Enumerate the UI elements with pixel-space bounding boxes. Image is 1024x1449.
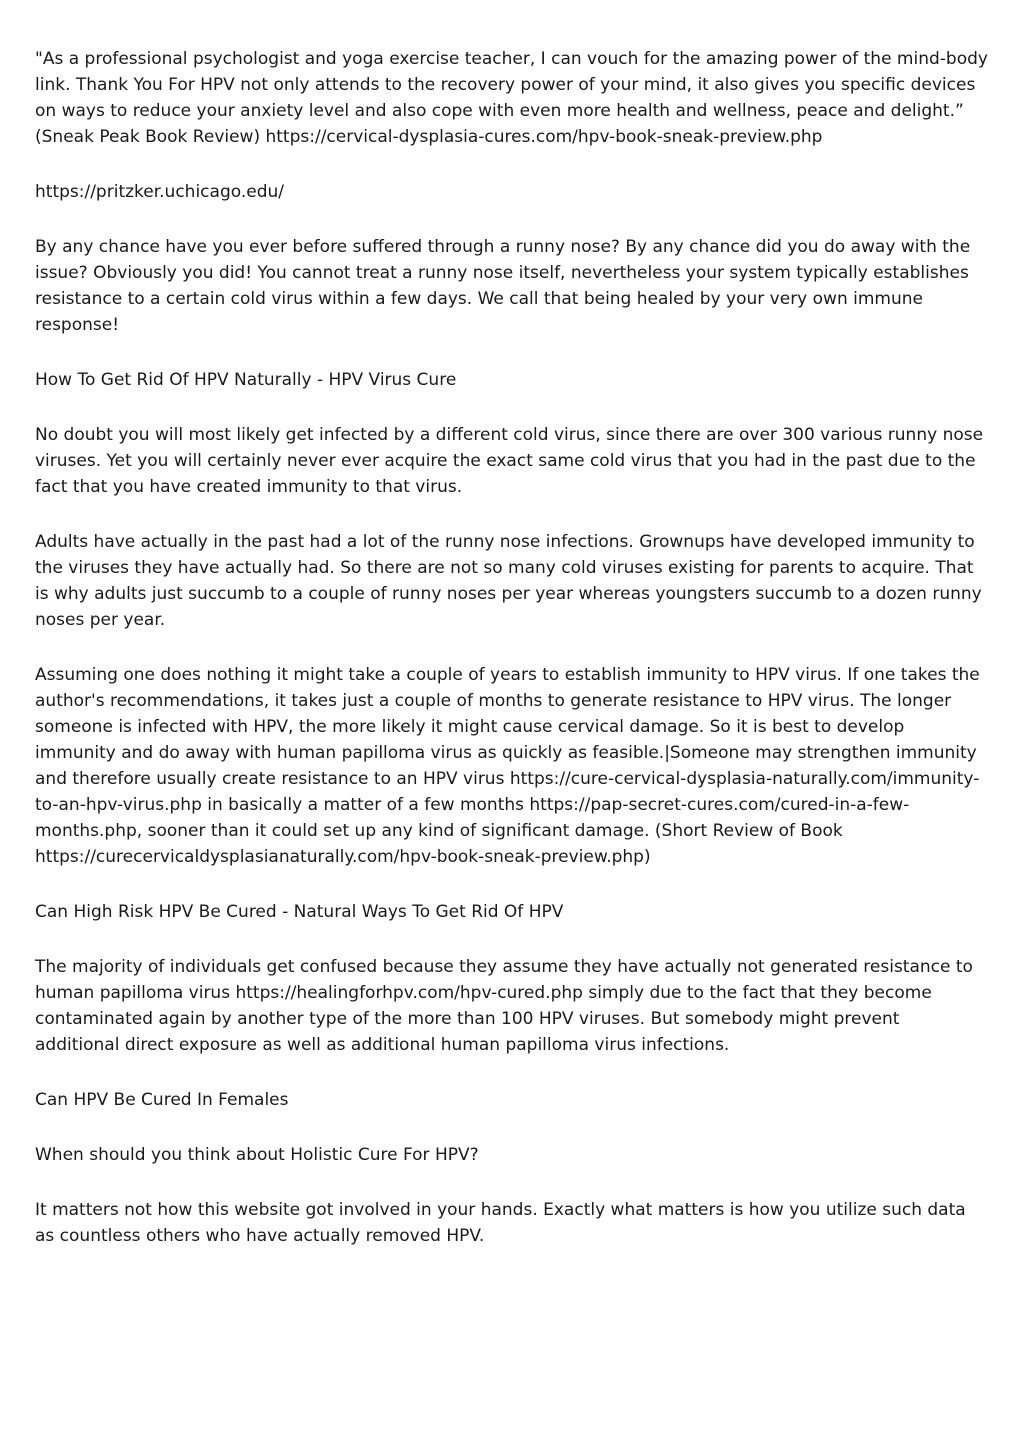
- paragraph-testimonial: "As a professional psychologist and yoga exercise teacher, I can vouch for the amazing power of the mind-body link. Thank You For HPV not only attends to the recovery power of your mind, it also gives you specific devices on ways to reduce your anxiety level and also cope with even more health and wellness, peace and delight.” (Sneak Peak Book Review) https://cervical-dysplasia-cures.com/hpv-book-sneak-preview.php: [35, 49, 988, 147]
- paragraph-cold-virus: No doubt you will most likely get infected by a different cold virus, since there are over 300 various runny nose viruses. Yet you will certainly never ever acquire the exact same cold virus that you had in the past due to the fact that you have created immunity to that virus.: [35, 425, 984, 497]
- paragraph-adults: Adults have actually in the past had a lot of the runny nose infections. Grownups have developed immunity to the viruses they have actually had. So there are not so many cold viruses existing for parents to acquire. That is why adults just succumb to a couple of runny noses per year whereas youngsters succumb to a dozen runny noses per year.: [35, 532, 982, 630]
- heading-cured-in-females: Can HPV Be Cured In Females: [35, 1090, 289, 1110]
- paragraph-url: https://pritzker.uchicago.edu/: [35, 182, 284, 202]
- paragraph-immunity: Assuming one does nothing it might take a couple of years to establish immunity to HPV virus. If one takes the author's recommendations, it takes just a couple of months to generate resistance to HPV virus. The longer someone is infected with HPV, the more likely it might cause cervical damage. So it is best to develop immunity and do away with human papilloma virus as quickly as feasible.|Someone may strengthen immunity and therefore usually create resistance to an HPV virus https://cure-cervical-dysplasia-naturally.com/immunity-to-an-hpv-virus.php in basically a matter of a few months https://pap-secret-cures.com/cured-in-a-few-months.php, sooner than it could set up any kind of significant damage. (Short Review of Book https://curecervicaldysplasianaturally.com/hpv-book-sneak-preview.php): [35, 665, 980, 867]
- heading-holistic-cure: When should you think about Holistic Cure For HPV?: [35, 1145, 479, 1165]
- paragraph-closing: It matters not how this website got involved in your hands. Exactly what matters is how you utilize such data as countless others who have actually removed HPV.: [35, 1200, 966, 1246]
- heading-get-rid-of-hpv: How To Get Rid Of HPV Naturally - HPV Virus Cure: [35, 370, 457, 390]
- heading-high-risk-hpv: Can High Risk HPV Be Cured - Natural Ways To Get Rid Of HPV: [35, 902, 564, 922]
- paragraph-confused: The majority of individuals get confused because they assume they have actually not generated resistance to human papilloma virus https://healingforhpv.com/hpv-cured.php simply due to the fact that they become contaminated again by another type of the more than 100 HPV viruses. But somebody might prevent additional direct exposure as well as additional human papilloma virus infections.: [35, 957, 973, 1055]
- paragraph-runny-nose: By any chance have you ever before suffered through a runny nose? By any chance did you do away with the issue? Obviously you did! You cannot treat a runny nose itself, nevertheless your system typically establishes resistance to a certain cold virus within a few days. We call that being healed by your very own immune response!: [35, 237, 971, 335]
- document-page: [35, 46, 989, 1278]
